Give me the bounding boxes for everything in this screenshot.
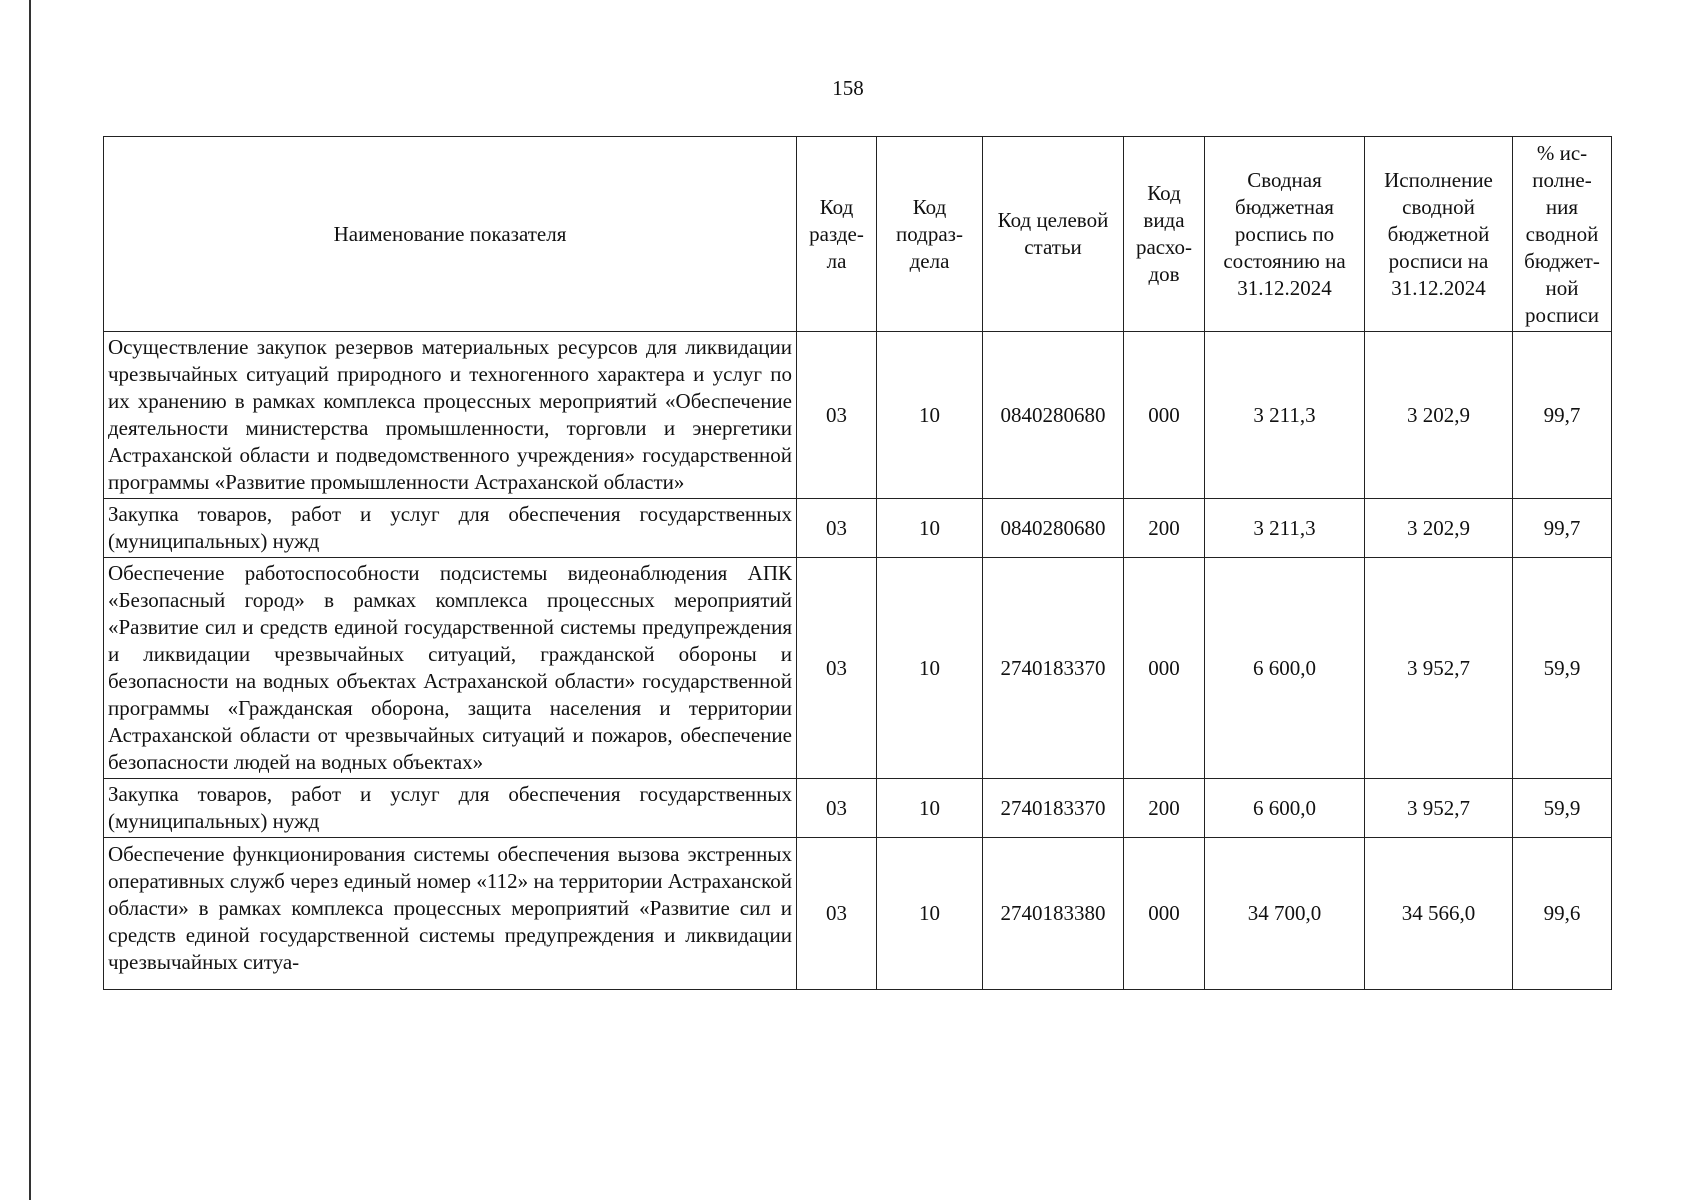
- header-subsection-code: Код подраз-дела: [877, 137, 983, 332]
- row-budget-execution: 3 952,7: [1365, 558, 1513, 779]
- row-name-cell: [104, 838, 797, 990]
- row-name: Закупка товаров, работ и услуг для обеспечения государственных (муниципальных) нужд: [104, 779, 797, 838]
- row-section-code: 03: [797, 838, 877, 990]
- row-target-code: 0840280680: [983, 332, 1124, 499]
- row-execution-percent: 59,9: [1513, 558, 1612, 779]
- row-target-code: 2740183370: [983, 779, 1124, 838]
- header-expense-type-code: Код вида расхо-дов: [1124, 137, 1205, 332]
- table-row: [104, 838, 1612, 990]
- row-name: Обеспечение работоспособности подсистемы видеонаблюдения АПК «Безопасный город» в рамках комплекса процессных мероприятий «Развитие сил и средств единой государственной системы предупреждения и ликвидации чрезвычайных ситуаций, гражданской обороны и безопасности на водных объектах Астраханской области» государственной программы «Гражданская оборона, защита населения и территории Астраханской области от чрезвычайных ситуаций и пожаров, обеспечение безопасности людей на водных объектах»: [104, 558, 797, 779]
- row-subsection-code: 10: [877, 558, 983, 779]
- table-row: [104, 558, 1612, 779]
- row-execution-percent: 59,9: [1513, 779, 1612, 838]
- page-number: 158: [832, 76, 864, 100]
- row-name: Обеспечение функционирования системы обеспечения вызова экстренных оперативных служб через единый номер «112» на территории Астраханской области» в рамках комплекса процессных мероприятий «Развитие сил и средств единой государственной системы предупреждения и ликвидации чрезвычайных ситуа-: [108, 842, 792, 974]
- header-target-code: Код целевой статьи: [983, 137, 1124, 332]
- row-expense-type-code: 000: [1124, 558, 1205, 779]
- row-budget-execution: 34 566,0: [1365, 838, 1513, 990]
- row-budget-execution: 3 202,9: [1365, 499, 1513, 558]
- table-header-row: [104, 137, 1612, 332]
- row-budget-plan: 3 211,3: [1205, 499, 1365, 558]
- row-section-code: 03: [797, 779, 877, 838]
- row-section-code: 03: [797, 499, 877, 558]
- header-budget-execution: Исполнение сводной бюджетной росписи на 31.12.2024: [1365, 137, 1513, 332]
- header-budget-plan: Сводная бюджетная роспись по состоянию на 31.12.2024: [1205, 137, 1365, 332]
- row-section-code: 03: [797, 558, 877, 779]
- row-subsection-code: 10: [877, 332, 983, 499]
- row-name: Закупка товаров, работ и услуг для обеспечения государственных (муниципальных) нужд: [104, 499, 797, 558]
- row-budget-plan: 6 600,0: [1205, 558, 1365, 779]
- row-expense-type-code: 000: [1124, 838, 1205, 990]
- row-budget-plan: 3 211,3: [1205, 332, 1365, 499]
- row-section-code: 03: [797, 332, 877, 499]
- row-expense-type-code: 000: [1124, 332, 1205, 499]
- row-budget-plan: 6 600,0: [1205, 779, 1365, 838]
- row-subsection-code: 10: [877, 499, 983, 558]
- row-target-code: 2740183380: [983, 838, 1124, 990]
- header-name: Наименование показателя: [104, 137, 797, 332]
- row-subsection-code: 10: [877, 779, 983, 838]
- table-row: [104, 499, 1612, 558]
- row-budget-plan: 34 700,0: [1205, 838, 1365, 990]
- table-row: [104, 332, 1612, 499]
- row-execution-percent: 99,7: [1513, 332, 1612, 499]
- row-expense-type-code: 200: [1124, 779, 1205, 838]
- row-target-code: 2740183370: [983, 558, 1124, 779]
- row-name: Осуществление закупок резервов материальных ресурсов для ликвидации чрезвычайных ситуаций природного и техногенного характера и услуг по их хранению в рамках комплекса процессных мероприятий «Обеспечение деятельности министерства промышленности, торговли и энергетики Астраханской области и подведомственного учреждения» государственной программы «Развитие промышленности Астраханской области»: [104, 332, 797, 499]
- row-subsection-code: 10: [877, 838, 983, 990]
- row-execution-percent: 99,6: [1513, 838, 1612, 990]
- header-execution-percent: % ис-полне-ния сводной бюджет-ной росписи: [1513, 137, 1612, 332]
- row-budget-execution: 3 202,9: [1365, 332, 1513, 499]
- row-budget-execution: 3 952,7: [1365, 779, 1513, 838]
- budget-table: [103, 136, 1612, 990]
- row-target-code: 0840280680: [983, 499, 1124, 558]
- header-section-code: Код разде-ла: [797, 137, 877, 332]
- scan-edge-line: [29, 0, 31, 1200]
- row-expense-type-code: 200: [1124, 499, 1205, 558]
- table-row: [104, 779, 1612, 838]
- row-execution-percent: 99,7: [1513, 499, 1612, 558]
